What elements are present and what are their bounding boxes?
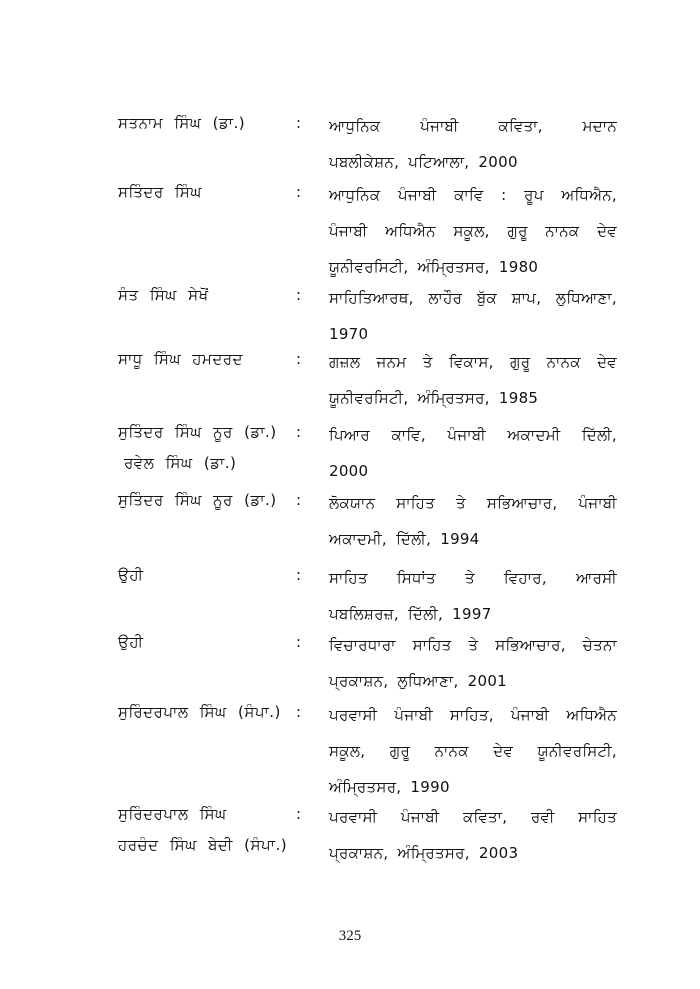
entry-author: ਸੁਤਿੰਦਰ ਸਿੰਘ ਨੂਰ (ਡਾ.) ਰਵੇਲ ਸਿੰਘ (ਡਾ.) [118,423,277,472]
entry-reference [329,280,617,352]
entry-separator: : [296,633,302,651]
reference-line: ਪਰਵਾਸੀ ਪੰਜਾਬੀ ਕਵਿਤਾ, ਰਵੀ ਸਾਹਿਤ [329,808,617,826]
reference-line: ਪਿਆਰ ਕਾਵਿ, ਪੰਜਾਬੀ ਅਕਾਦਮੀ ਦਿੱਲੀ, [329,426,617,444]
reference-line: ਵਿਚਾਰਧਾਰਾ ਸਾਹਿਤ ਤੇ ਸਭਿਆਚਾਰ, ਚੇਤਨਾ [329,636,617,654]
entry-author: ਸੁਤਿੰਦਰ ਸਿੰਘ ਨੂਰ (ਡਾ.) [118,491,277,509]
entry-author: ਸੁਰਿੰਦਰਪਾਲ ਸਿੰਘ ਹਰਚੰਦ ਸਿੰਘ ਬੇਦੀ (ਸੰਪਾ.) [118,805,288,854]
reference-line: ਯੂਨੀਵਰਸਿਟੀ, ਅੰਮ੍ਰਿਤਸਰ, 1980 [329,258,539,276]
entry-reference [329,108,617,180]
reference-line: ਸਾਹਿਤਿਆਰਥ, ਲਾਹੌਰ ਬੁੱਕ ਸ਼ਾਪ, ਲੁਧਿਆਣਾ, [329,289,617,307]
entry-separator: : [296,423,302,441]
reference-line: ਪਬਲੀਕੇਸ਼ਨ, ਪਟਿਆਲਾ, 2000 [329,153,518,171]
entry-separator: : [296,350,302,368]
reference-line: 1970 [329,325,369,343]
reference-line: ਪ੍ਰਕਾਸ਼ਨ, ਅੰਮ੍ਰਿਤਸਰ, 2003 [329,844,519,862]
reference-line: ਸਕੂਲ, ਗੁਰੂ ਨਾਨਕ ਦੇਵ ਯੂਨੀਵਰਸਿਟੀ, [329,742,617,760]
reference-line: ਸਾਹਿਤ ਸਿਧਾਂਤ ਤੇ ਵਿਹਾਰ, ਆਰਸੀ [329,569,617,587]
entry-author: ਸਤਨਾਮ ਸਿੰਘ (ਡਾ.) [118,114,246,132]
entry-separator: : [296,805,302,823]
entry-separator: : [296,183,302,201]
entry-reference [329,697,617,805]
entry-reference [329,560,617,632]
entry-author: ਸਾਧੂ ਸਿੰਘ ਹਮਦਰਦ [118,350,243,368]
reference-line: ਯੂਨੀਵਰਸਿਟੀ, ਅੰਮ੍ਰਿਤਸਰ, 1985 [329,389,539,407]
entry-author: ਸੰਤ ਸਿੰਘ ਸੇਖੋਂ [118,286,209,304]
entry-reference [329,799,617,871]
entry-reference [329,485,617,557]
entry-separator: : [296,491,302,509]
reference-line: ਪੰਜਾਬੀ ਅਧਿਐਨ ਸਕੂਲ, ਗੁਰੂ ਨਾਨਕ ਦੇਵ [329,222,617,240]
entry-reference [329,627,617,699]
entry-reference [329,344,617,416]
entry-author: ਉਹੀ [118,566,144,584]
reference-line: ਆਧੁਨਿਕ ਪੰਜਾਬੀ ਕਵਿਤਾ, ਮਦਾਨ [329,117,617,135]
reference-line: ਪ੍ਰਕਾਸ਼ਨ, ਲੁਧਿਆਣਾ, 2001 [329,672,508,690]
entry-separator: : [296,114,302,132]
reference-line: 2000 [329,462,369,480]
reference-line: ਗਜ਼ਲ ਜਨਮ ਤੇ ਵਿਕਾਸ, ਗੁਰੂ ਨਾਨਕ ਦੇਵ [329,353,617,371]
reference-line: ਅਕਾਦਮੀ, ਦਿੱਲੀ, 1994 [329,530,480,548]
entry-author: ਸਤਿੰਦਰ ਸਿੰਘ [118,183,202,201]
entry-separator: : [296,286,302,304]
reference-line: ਪਬਲਿਸ਼ਰਜ਼, ਦਿੱਲੀ, 1997 [329,605,492,623]
entry-author: ਸੁਰਿੰਦਰਪਾਲ ਸਿੰਘ (ਸੰਪਾ.) [118,703,281,721]
entry-separator: : [296,566,302,584]
reference-line: ਆਧੁਨਿਕ ਪੰਜਾਬੀ ਕਾਵਿ : ਰੂਪ ਅਧਿਐਨ, [329,186,617,204]
entry-reference [329,417,617,489]
page-number: 325 [338,928,362,944]
entry-author: ਉਹੀ [118,633,144,651]
reference-line: ਪਰਵਾਸੀ ਪੰਜਾਬੀ ਸਾਹਿਤ, ਪੰਜਾਬੀ ਅਧਿਐਨ [329,706,617,724]
entry-reference [329,177,617,285]
reference-line: ਲੋਕਯਾਨ ਸਾਹਿਤ ਤੇ ਸਭਿਆਚਾਰ, ਪੰਜਾਬੀ [329,494,617,512]
reference-line: ਅੰਮ੍ਰਿਤਸਰ, 1990 [329,778,450,796]
entry-separator: : [296,703,302,721]
